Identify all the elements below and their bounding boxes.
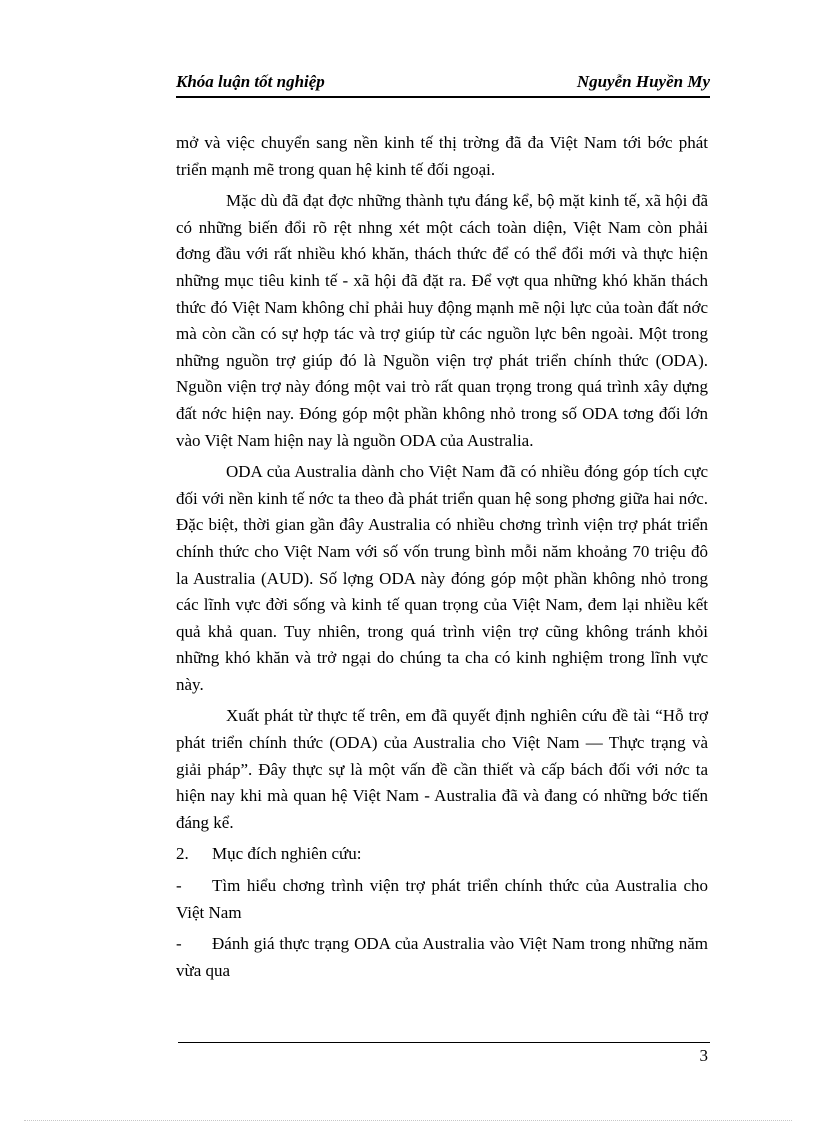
page-edge-divider bbox=[24, 1120, 792, 1121]
bullet-text: Đánh giá thực trạng ODA của Australia vào Việt Nam trong những năm vừa qua bbox=[176, 934, 708, 980]
section-number: 2. bbox=[176, 844, 189, 864]
bullet-marker: - bbox=[176, 876, 182, 896]
paragraph-intro-continuation: mở và việc chuyển sang nền kinh tế thị trờng đã đa Việt Nam tới bớc phát triển mạnh mẽ trong quan hệ kinh tế đối ngoại. bbox=[176, 133, 708, 179]
header-author-name: Nguyễn Huyền My bbox=[576, 72, 710, 91]
document-body bbox=[176, 130, 708, 989]
section-title: Mục đích nghiên cứu: bbox=[212, 844, 362, 864]
paragraph-research-topic: Xuất phát từ thực tế trên, em đã quyết định nghiên cứu đề tài “Hỗ trợ phát triển chính thức (ODA) của Australia cho Việt Nam — Thực trạng và giải pháp”. Đây thực sự là một vấn đề cần thiết và cấp bách đối với nớc ta hiện nay khi mà quan hệ Việt Nam - Australia đã và đang có những bớc tiến đáng kể. bbox=[176, 706, 708, 832]
paragraph-australia-oda: ODA của Australia dành cho Việt Nam đã có nhiều đóng góp tích cực đối với nền kinh tế nớc ta theo đà phát triển quan hệ song phơng giữa hai nớc. Đặc biệt, thời gian gần đây Australia có nhiều chơng trình viện trợ phát triển chính thức cho Việt Nam với số vốn trung bình mỗi năm khoảng 70 triệu đô la Australia (AUD). Số lợng ODA này đóng góp một phần không nhỏ trong các lĩnh vực đời sống và kinh tế quan trọng của Việt Nam, đem lại nhiều kết quả khả quan. Tuy nhiên, trong quá trình viện trợ cũng không tránh khỏi những khó khăn và trở ngại do chúng ta cha có kinh nghiệm trong lĩnh vực này. bbox=[176, 462, 708, 694]
paragraph-challenges: Mặc dù đã đạt đợc những thành tựu đáng kể, bộ mặt kinh tế, xã hội đã có những biến đổi rõ rệt nhng xét một cách toàn diện, Việt Nam còn phải đơng đầu với rất nhiều khó khăn, thách thức để có thể đổi mới và thực hiện những mục tiêu kinh tế - xã hội đã đặt ra. Để vợt qua những khó khăn thách thức đó Việt Nam không chỉ phải huy động mạnh mẽ nội lực của toàn đất nớc mà còn cần có sự hợp tác và trợ giúp từ các nguồn lực bên ngoài. Một trong những nguồn trợ giúp đó là Nguồn viện trợ phát triển chính thức (ODA). Nguồn viện trợ này đóng một vai trò rất quan trọng trong quá trình xây dựng đất nớc hiện nay. Đóng góp một phần không nhỏ trong số ODA tơng đối lớn vào Việt Nam hiện nay là nguồn ODA của Australia. bbox=[176, 191, 708, 450]
header-thesis-title: Khóa luận tốt nghiệp bbox=[176, 72, 325, 91]
bullet-text: Tìm hiểu chơng trình viện trợ phát triển chính thức của Australia cho Việt Nam bbox=[176, 876, 708, 922]
bullet-item bbox=[176, 931, 708, 984]
footer-divider bbox=[178, 1042, 710, 1043]
bullet-item bbox=[176, 873, 708, 926]
page-number: 3 bbox=[699, 1046, 708, 1065]
bullet-marker: - bbox=[176, 934, 182, 954]
section-heading-research-purpose bbox=[176, 841, 708, 868]
page-header bbox=[176, 70, 710, 98]
